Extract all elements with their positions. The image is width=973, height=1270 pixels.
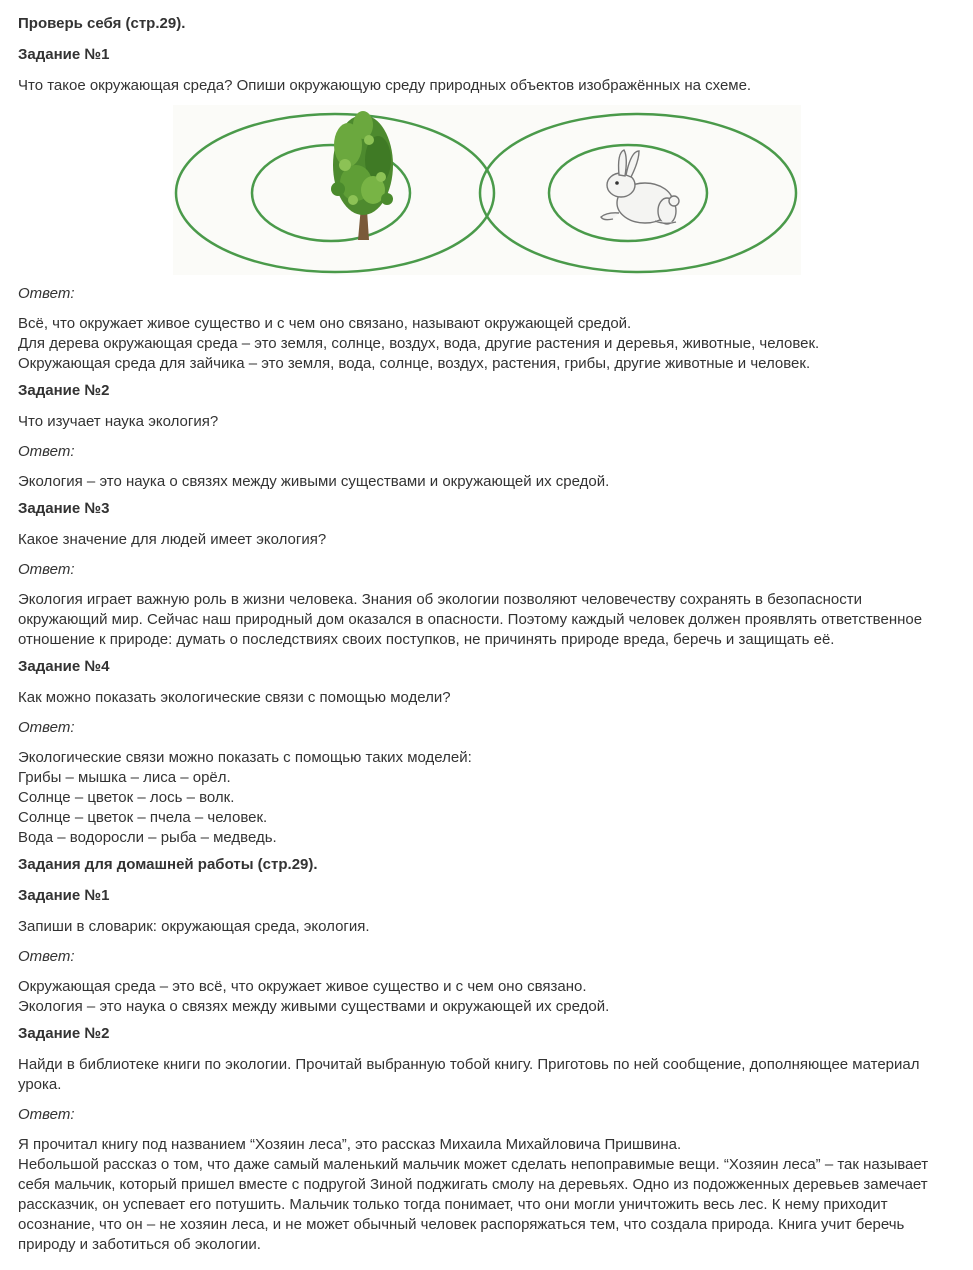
answer-text — [18, 748, 955, 848]
answer-line: Солнце – цветок – лось – волк. — [18, 789, 235, 806]
answer-line: Окружающая среда для зайчика – это земля, вода, солнце, воздух, растения, грибы, другие животные и человек. — [18, 355, 811, 372]
answer-line: Я прочитал книгу под названием “Хозяин леса”, это рассказ Михаила Михайловича Пришвина. — [18, 1136, 682, 1153]
environment-scheme — [173, 105, 801, 275]
task-question: Что такое окружающая среда? Опиши окружающую среду природных объектов изображённых на схеме. — [18, 77, 752, 94]
task-title: Задание №4 — [18, 658, 110, 675]
section-header: Задания для домашней работы (стр.29). — [18, 856, 318, 873]
answer-label: Ответ: — [18, 1106, 75, 1123]
task-question: Как можно показать экологические связи с помощью модели? — [18, 689, 451, 706]
answer-line: Экология играет важную роль в жизни человека. Знания об экологии позволяют человечеству сохранять в безопасности окружающий мир. Сейчас наш природный дом оказался в опасности. Поэтому каждый человек должен проявлять ответственное отношение к природе: думать о последствиях своих поступков, не причинять природе вреда, беречь и защищать её. — [18, 591, 923, 648]
task-title: Задание №2 — [18, 382, 110, 399]
task-question: Что изучает наука экология? — [18, 413, 219, 430]
answer-label: Ответ: — [18, 561, 75, 578]
task-question: Запиши в словарик: окружающая среда, экология. — [18, 918, 370, 935]
answer-label: Ответ: — [18, 443, 75, 460]
answer-line: Всё, что окружает живое существо и с чем оно связано, называют окружающей средой. — [18, 315, 632, 332]
answer-label: Ответ: — [18, 285, 75, 302]
answer-line: Окружающая среда – это всё, что окружает живое существо и с чем оно связано. — [18, 978, 587, 995]
answer-label: Ответ: — [18, 948, 75, 965]
task-title: Задание №2 — [18, 1025, 110, 1042]
answer-text — [18, 472, 955, 492]
answer-line: Вода – водоросли – рыба – медведь. — [18, 829, 277, 846]
answer-label: Ответ: — [18, 719, 75, 736]
answer-line: Экологические связи можно показать с помощью таких моделей: — [18, 749, 472, 766]
hare-image — [601, 150, 679, 224]
answer-line: Грибы – мышка – лиса – орёл. — [18, 769, 231, 786]
environment-scheme-svg — [173, 105, 801, 275]
task-question: Какое значение для людей имеет экология? — [18, 531, 327, 548]
page-header: Проверь себя (стр.29). — [18, 15, 186, 32]
answer-line: Экология – это наука о связях между живыми существами и окружающей их средой. — [18, 473, 610, 490]
task-title: Задание №1 — [18, 46, 110, 63]
answer-line: Небольшой рассказ о том, что даже самый маленький мальчик может сделать непоправимые вещи. “Хозяин леса” – так называет себя мальчик, который пришел вместе с подругой Зиной поджигать смолу на деревьях. Одно из подожженных деревьев замечает рассказчик, он успевает его потушить. Мальчик только тогда понимает, что они могли уничтожить весь лес. К нему приходит осознание, что он – не хозяин леса, и не может обычный человек распоряжаться тем, что создала природа. Книга учит беречь природу и заботиться об экологии. — [18, 1156, 929, 1253]
answer-text — [18, 590, 955, 650]
answer-line: Экология – это наука о связях между живыми существами и окружающей их средой. — [18, 998, 610, 1015]
task-question: Найди в библиотеке книги по экологии. Прочитай выбранную тобой книгу. Приготовь по ней сообщение, дополняющее материал урока. — [18, 1056, 920, 1093]
task-title: Задание №3 — [18, 500, 110, 517]
task-title: Задание №1 — [18, 887, 110, 904]
answer-line: Солнце – цветок – пчела – человек. — [18, 809, 268, 826]
answer-line: Для дерева окружающая среда – это земля, солнце, воздух, вода, другие растения и деревья, животные, человек. — [18, 335, 820, 352]
answer-text — [18, 1135, 955, 1255]
tree-image — [331, 111, 393, 240]
answer-text — [18, 314, 955, 374]
answer-text — [18, 977, 955, 1017]
